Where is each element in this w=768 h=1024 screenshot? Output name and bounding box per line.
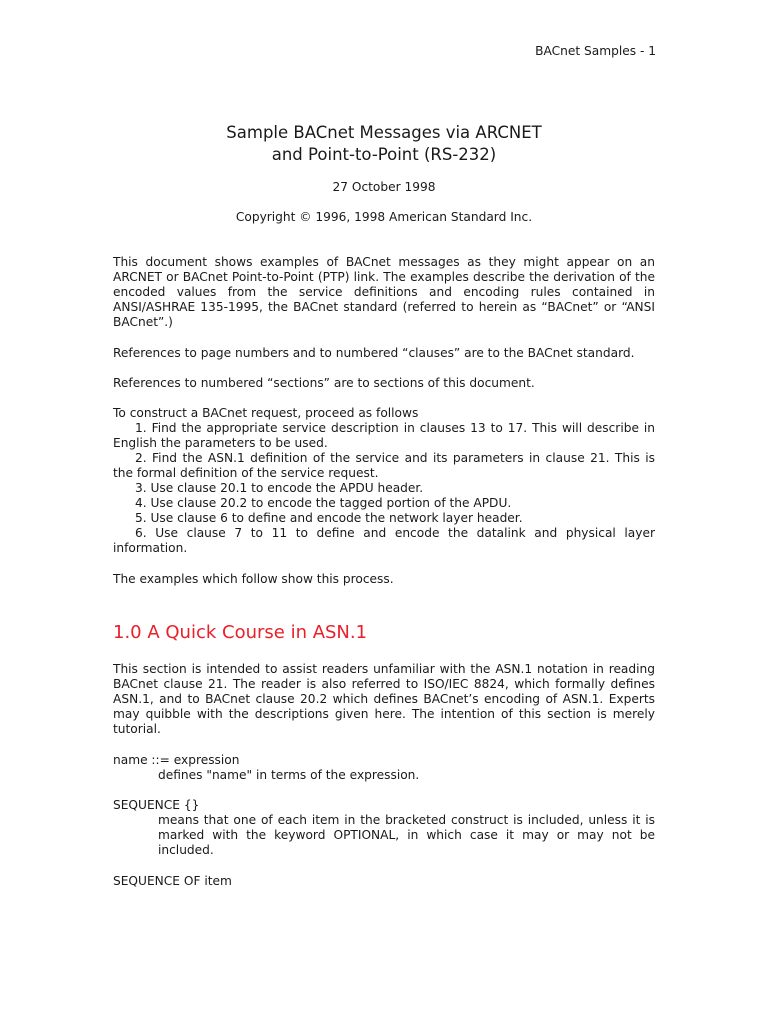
copyright-notice: Copyright © 1996, 1998 American Standard Inc. (235, 210, 533, 224)
title-line-1: Sample BACnet Messages via ARCNET (226, 123, 542, 142)
section-heading-1: 1.0 A Quick Course in ASN.1 (113, 622, 368, 643)
intro-paragraph-2: References to page numbers and to numbered “clauses” are to the BACnet standard. (113, 346, 635, 360)
intro-closing: The examples which follow show this process. (113, 572, 394, 586)
definition-sequence (113, 798, 655, 858)
title-line-2: and Point-to-Point (RS-232) (271, 145, 497, 164)
definition-term: SEQUENCE {} (113, 798, 200, 812)
running-header: BACnet Samples - 1 (535, 44, 656, 58)
definition-term: name ::= expression (113, 753, 240, 767)
steps-block (113, 406, 655, 556)
step-5: 5. Use clause 6 to define and encode the network layer header. (135, 511, 523, 525)
step-3: 3. Use clause 20.1 to encode the APDU header. (135, 481, 424, 495)
document-date: 27 October 1998 (332, 180, 436, 194)
definition-name (113, 753, 655, 783)
intro-paragraph-1: This document shows examples of BACnet messages as they might appear on an ARCNET or BACnet Point-to-Point (PTP) link. The examples describe the derivation of the encoded values from the service definitions and encoding rules contained in ANSI/ASHRAE 135-1995, the BACnet standard (referred to herein as “BACnet” or “ANSI BACnet”.) (113, 255, 655, 329)
definition-description: defines "name" in terms of the expression. (158, 768, 420, 782)
step-6: 6. Use clause 7 to 11 to define and encode the datalink and physical layer information. (113, 526, 655, 555)
definition-term: SEQUENCE OF item (113, 874, 232, 888)
intro-paragraph-3: References to numbered “sections” are to sections of this document. (113, 376, 535, 390)
steps-intro: To construct a BACnet request, proceed as follows (113, 406, 419, 420)
definition-sequence-of (113, 874, 655, 889)
section-1-paragraph: This section is intended to assist readers unfamiliar with the ASN.1 notation in reading BACnet clause 21. The reader is also referred to ISO/IEC 8824, which formally defines ASN.1, and to BACnet clause 20.2 which defines BACnet’s encoding of ASN.1. Experts may quibble with the descriptions given here. The intention of this section is merely tutorial. (113, 662, 655, 736)
step-1: 1. Find the appropriate service description in clauses 13 to 17. This will describe in English the parameters to be used. (113, 421, 655, 450)
document-title (0, 122, 768, 166)
step-4: 4. Use clause 20.2 to encode the tagged portion of the APDU. (135, 496, 512, 510)
definition-description: means that one of each item in the bracketed construct is included, unless it is marked with the keyword OPTIONAL, in which case it may or may not be included. (158, 813, 655, 857)
step-2: 2. Find the ASN.1 definition of the service and its parameters in clause 21. This is the formal definition of the service request. (113, 451, 655, 480)
